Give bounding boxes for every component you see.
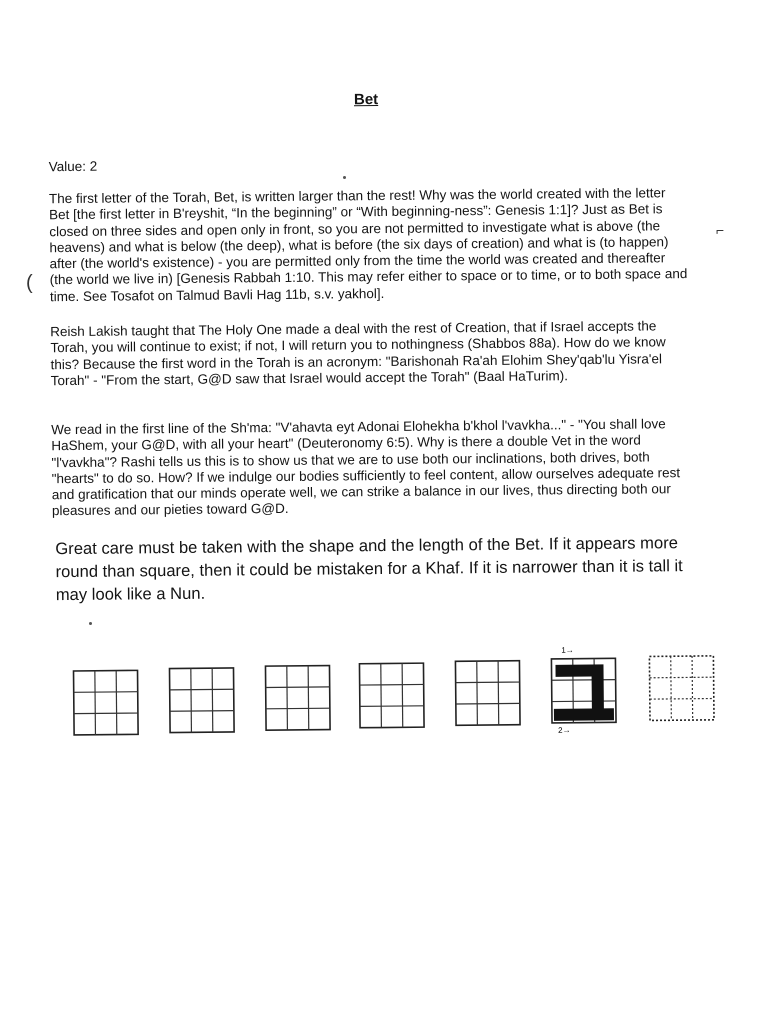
practice-grid (359, 663, 424, 728)
stroke-label-2: 2→ (558, 725, 571, 735)
page-title: Bet (353, 91, 379, 109)
practice-grid (455, 661, 520, 726)
demo-letter-grid (551, 645, 616, 735)
emphasis-paragraph: Great care must be taken with the shape and the length of the Bet. If it appears more round than square, then it could be mistaken for a Khaf. If it is narrower than it is tall it may look like a Nun. (55, 533, 683, 605)
scan-speck (89, 622, 92, 625)
scan-speck (343, 176, 346, 179)
margin-bracket-mark: ( (26, 272, 33, 294)
margin-tick-mark: ⌐ (716, 222, 725, 238)
value-line: Value: 2 (48, 158, 98, 175)
stroke-label-1: 1→ (561, 645, 574, 655)
paragraph-3: We read in the first line of the Sh'ma: "V'ahavta eyt Adonai Elohekha b'khol l'vavkha..." - "You shall love HaShem, your G@D, with all your heart" (Deuteronomy 6:5). Why is there a double Vet in the word "l'vavkha"? Rashi tells us this is to show us that we are to use both our inclinations, both drives, both "hearts" to do so. How? If we indulge our bodies sufficiently to feel content, allow ourselves adequate rest and gratification that our minds operate well, we can strike a balance in our lives, thus directing both our pleasures and our pieties toward G@D. (51, 416, 681, 519)
paragraph-1: The first letter of the Torah, Bet, is written larger than the rest! Why was the world created with the letter Bet [the first letter in B'reyshit, “In the beginning” or “With beginning-ness”: Genesis 1:1]? Just as Bet is closed on three sides and open only in front, so you are not permitted to investigate what is above (the heavens) and what is below (the deep), what is before (the six days of creation) and what is (to happen) after (the world's existence) - you are permitted only from the time the world was created and thereafter (the world we live in) [Genesis Rabbah 1:10. This may refer either to space or to time, or to both space and time. See Tosafot on Talmud Bavli Hag 11b, s.v. yakhol]. (48, 185, 688, 304)
practice-grid (74, 670, 139, 735)
paragraph-2: Reish Lakish taught that The Holy One made a deal with the rest of Creation, that if Israel accepts the Torah, you will continue to exist; if not, I will return you to nothingness (Shabbos 88a). How do we know this? Because the first word in the Torah is an acronym: "Barishonah Ra'ah Elohim Shey'qab'lu Yisra'el Torah" - "From the start, G@D saw that Israel would accept the Torah" (Baal HaTurim). (50, 318, 666, 389)
bet-letter-shape (553, 664, 614, 721)
practice-grid (265, 666, 330, 731)
practice-grid (649, 656, 714, 721)
practice-grid (169, 668, 234, 733)
